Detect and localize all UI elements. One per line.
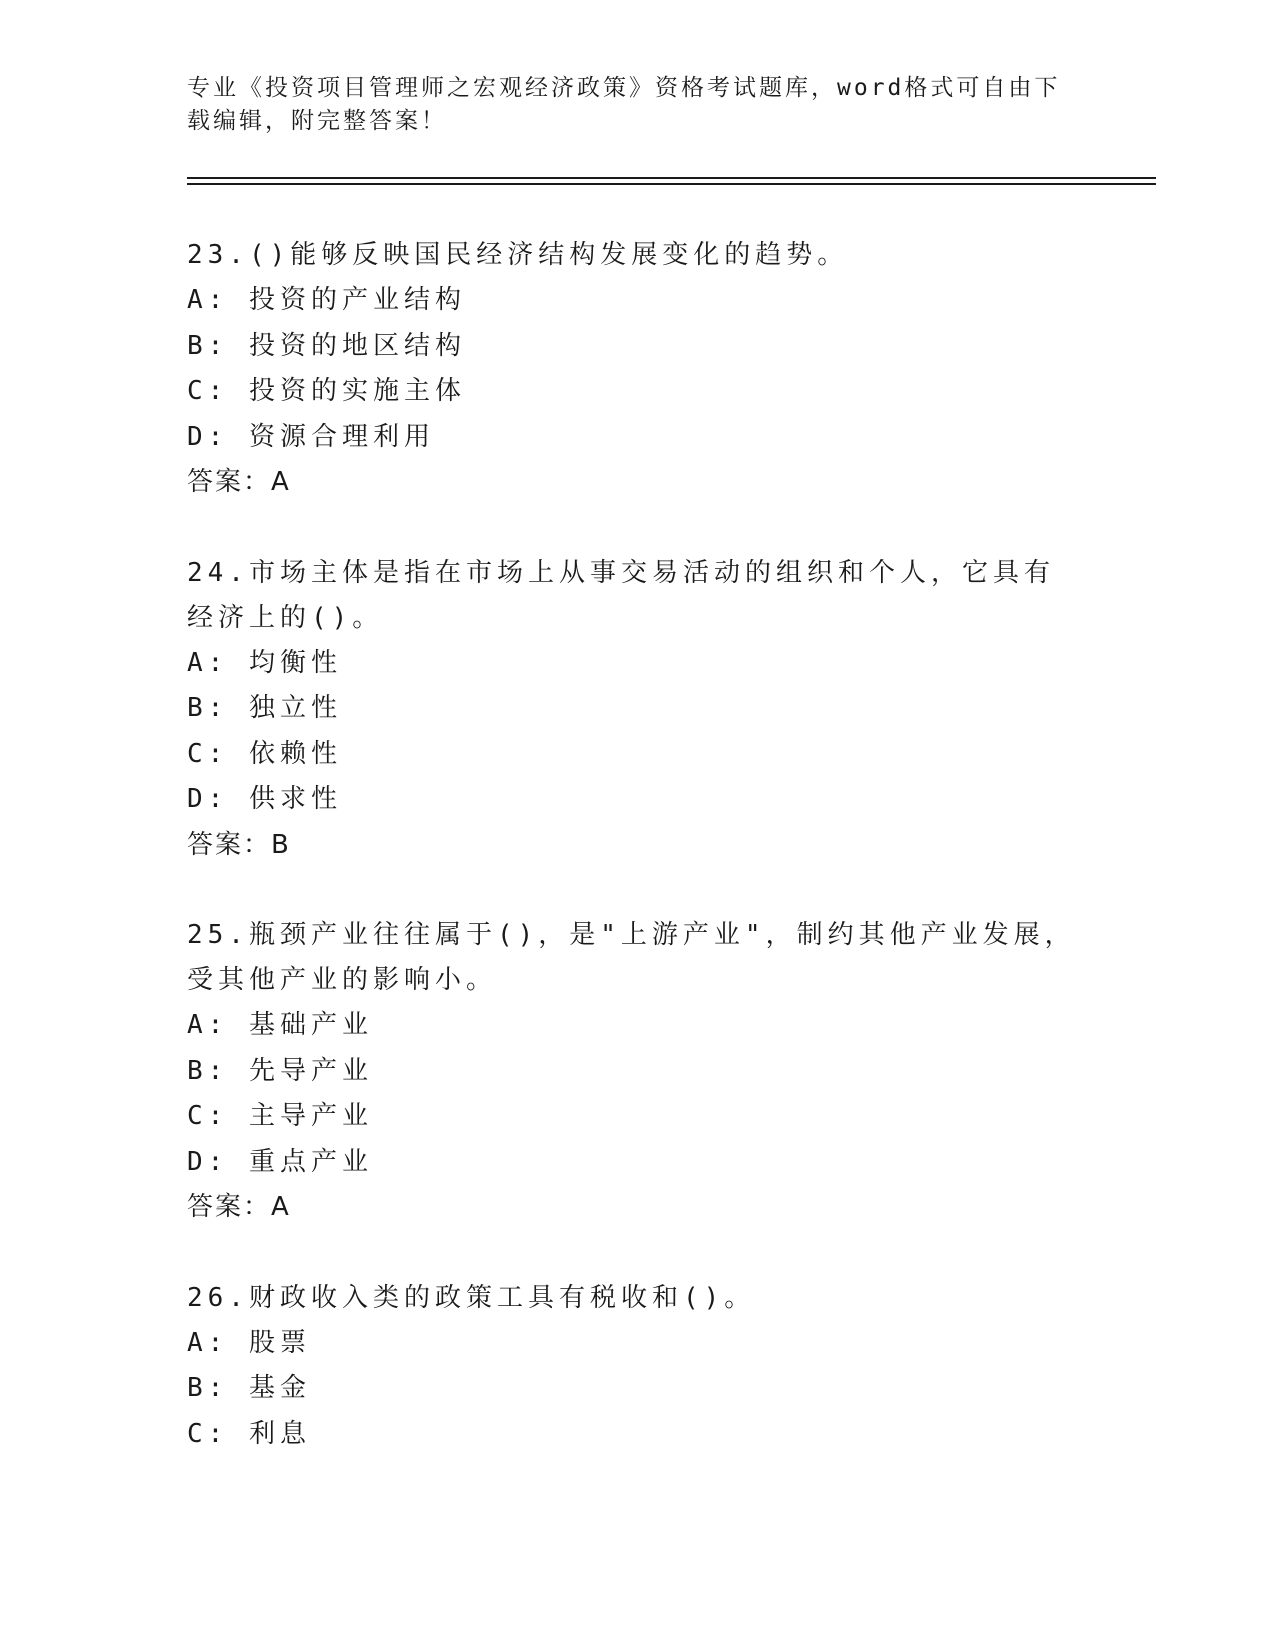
question-stem: 25.瓶颈产业往往属于()，是"上游产业"，制约其他产业发展，受其他产业的影响小。 [187,920,1076,995]
option-b: B: 先导产业 [187,1055,373,1086]
answer-label: 答案：A [187,467,291,497]
question-23 [187,233,1087,506]
option-d: D: 资源合理利用 [187,421,435,452]
option-c: C: 投资的实施主体 [187,376,466,406]
option-d: D: 重点产业 [187,1146,373,1177]
question-24 [187,551,1087,869]
question-26 [187,1276,1087,1458]
option-a: A: 基础产业 [187,1010,373,1040]
question-25 [187,913,1087,1231]
option-b: B: 基金 [187,1373,311,1403]
option-a: A: 股票 [187,1327,311,1358]
question-list [187,233,1087,1502]
option-b: B: 独立性 [187,693,342,723]
question-stem: 26.财政收入类的政策工具有税收和()。 [187,1282,756,1313]
document-header: 专业《投资项目管理师之宏观经济政策》资格考试题库，word格式可自由下载编辑，附完整答案！ [187,75,1061,134]
option-c: C: 依赖性 [187,738,342,769]
option-b: B: 投资的地区结构 [187,330,466,361]
option-a: A: 均衡性 [187,647,342,678]
option-c: C: 利息 [187,1418,311,1449]
question-stem: 24.市场主体是指在市场上从事交易活动的组织和个人，它具有经济上的()。 [187,557,1055,633]
question-stem: 23.()能够反映国民经济结构发展变化的趋势。 [187,240,849,270]
answer-label: 答案：B [187,829,291,860]
header-divider-bottom [187,183,1156,185]
option-d: D: 供求性 [187,784,342,814]
option-a: A: 投资的产业结构 [187,285,466,315]
header-divider-top [187,177,1156,179]
option-c: C: 主导产业 [187,1101,373,1131]
answer-label: 答案：A [187,1192,291,1222]
